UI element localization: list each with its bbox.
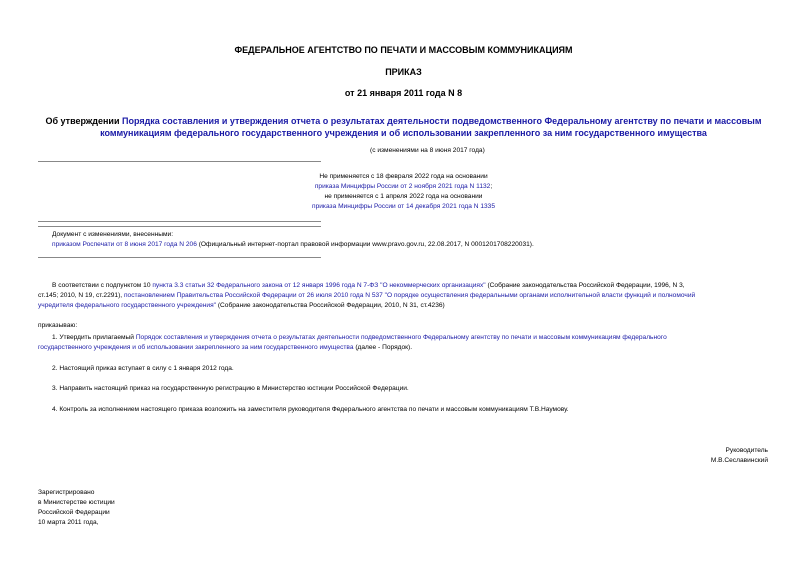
divider — [38, 161, 321, 162]
applicability-sep: ; — [490, 183, 493, 190]
signature-name: М.В.Сеславинский — [710, 457, 768, 464]
title-link-continued[interactable]: коммуникациям федерального государственного учреждения и об использовании закрепленного за ним государственного имущества — [100, 128, 707, 138]
changes-label: Документ с изменениями, внесенными: — [52, 231, 174, 238]
amendments-note: (с изменениями на 8 июня 2017 года) — [370, 147, 485, 154]
procedure-link[interactable]: Порядок составления и утверждения отчета о результатах деятельности подведомственного Федеральному агентству по печати и массовым коммуникациям федерального — [135, 334, 667, 341]
preamble — [38, 281, 768, 311]
item-1 — [38, 333, 768, 353]
divider — [38, 226, 321, 227]
procedure-link-continued[interactable]: государственного учреждения и об использовании закрепленного за ним государственного имущества — [38, 344, 354, 351]
signature — [711, 446, 768, 466]
item-4: 4. Контроль за исполнением настоящего приказа возложить на заместителя руководителя Федерального агентства по печати и массовым коммуникациям Т.В.Наумову. — [52, 406, 569, 413]
applicability-link-1132[interactable]: приказа Минцифры России от 2 ноября 2021 года N 1132 — [314, 183, 491, 190]
title-prefix: Об утверждении — [45, 116, 122, 126]
document-date: от 21 января 2011 года N 8 — [344, 88, 463, 98]
signature-role: Руководитель — [725, 447, 768, 454]
resolution-link-continued[interactable]: учредителя федерального государственного учреждения" — [38, 302, 217, 309]
changes-tail: (Официальный интернет-портал правовой информации www.pravo.gov.ru, 22.08.2017, N 0001201708220031). — [196, 241, 534, 248]
law-link[interactable]: пункта 3.3 статьи 32 Федерального закона от 12 января 1996 года N 7-ФЗ "О некоммерческих организациях" — [152, 282, 486, 289]
item-1-text: 1. Утвердить прилагаемый — [52, 334, 134, 341]
applicability-link-1335[interactable]: приказа Минцифры России от 14 декабря 2021 года N 1335 — [312, 203, 495, 210]
registration-line: Российской Федерации — [38, 509, 110, 516]
registration — [38, 488, 115, 528]
divider — [38, 221, 321, 222]
item-1-tail: (далее - Порядок). — [353, 344, 413, 351]
applicability-line: не применяется с 1 апреля 2022 года на основании — [324, 193, 483, 200]
agency-name: ФЕДЕРАЛЬНОЕ АГЕНТСТВО ПО ПЕЧАТИ И МАССОВЫМ КОММУНИКАЦИЯМ — [234, 45, 573, 55]
document-title — [0, 115, 807, 139]
preamble-text: (Собрание законодательства Российской Федерации, 2010, N 31, ст.4236) — [216, 302, 445, 309]
item-2: 2. Настоящий приказ вступает в силу с 1 января 2012 года. — [52, 365, 234, 372]
title-link[interactable]: Порядка составления и утверждения отчета о результатах деятельности подведомственного Федеральному агентству по печати и массовым — [121, 116, 762, 126]
document-type: ПРИКАЗ — [385, 67, 422, 77]
preamble-text: ст.145; 2010, N 19, ст.2291), — [38, 292, 124, 299]
changes-line — [52, 240, 534, 250]
divider — [38, 257, 321, 258]
registration-line: в Министерстве юстиции — [38, 499, 115, 506]
order-word: приказываю: — [38, 322, 78, 329]
item-3: 3. Направить настоящий приказ на государственную регистрацию в Министерство юстиции Российской Федерации. — [52, 385, 409, 392]
applicability-line: Не применяется с 18 февраля 2022 года на основании — [319, 173, 488, 180]
registration-line: 10 марта 2011 года, — [38, 519, 99, 526]
applicability-note — [0, 172, 807, 212]
resolution-link[interactable]: постановлением Правительства Российской Федерации от 26 июля 2010 года N 537 "О порядке осуществления федеральными органами исполнительной власти функций и полномочий — [123, 292, 696, 299]
changes-link[interactable]: приказом Роспечати от 8 июня 2017 года N 206 — [52, 241, 197, 248]
preamble-text: В соответствии с подпунктом 10 — [52, 282, 153, 289]
preamble-text: (Собрание законодательства Российской Федерации, 1996, N 3, — [485, 282, 685, 289]
registration-line: Зарегистрировано — [38, 489, 95, 496]
